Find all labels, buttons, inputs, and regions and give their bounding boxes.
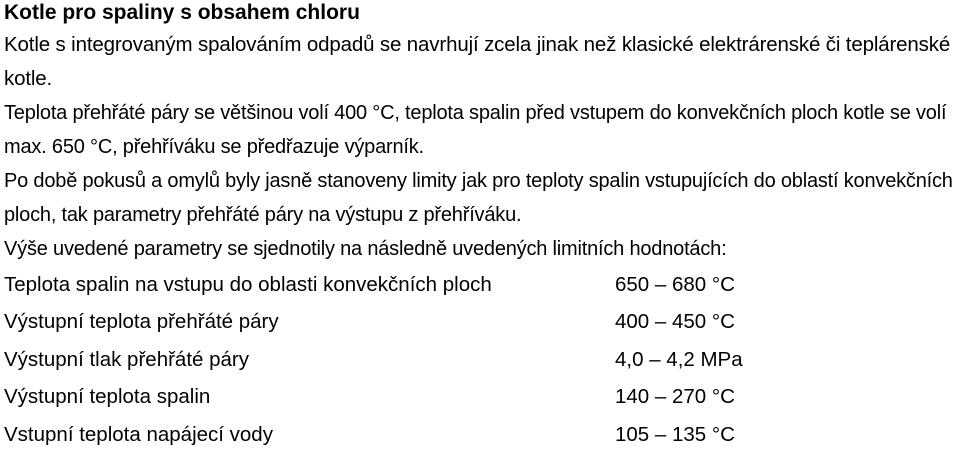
- parameter-row: [4, 341, 956, 379]
- document-page: [4, 0, 956, 454]
- parameter-value: 140 – 270 °C: [615, 385, 735, 409]
- parameter-label: Výstupní teplota přehřáté páry: [4, 310, 279, 334]
- parameter-row: [4, 416, 956, 454]
- parameter-row: [4, 304, 956, 342]
- parameter-label: Výstupní teplota spalin: [4, 385, 211, 409]
- paragraph-limits: Po době pokusů a omylů byly jasně stanoveny limity jak pro teploty spalin vstupujících do oblastí konvekčních ploch, tak parametry přehřáté páry na výstupu z přehříváku.: [4, 170, 953, 226]
- parameter-row: [4, 379, 956, 417]
- paragraph-summary: Výše uvedené parametry se sjednotily na následně uvedených limitních hodnotách:: [4, 238, 727, 260]
- parameter-list: [4, 266, 956, 454]
- parameter-value: 105 – 135 °C: [615, 422, 735, 446]
- parameter-label: Vstupní teplota napájecí vody: [4, 422, 273, 446]
- parameter-row: [4, 266, 956, 304]
- parameter-value: 4,0 – 4,2 MPa: [615, 347, 743, 371]
- parameter-value: 650 – 680 °C: [615, 272, 735, 296]
- paragraph-temperatures: Teplota přehřáté páry se většinou volí 400 °C, teplota spalin před vstupem do konvekčních ploch kotle se volí max. 650 °C, přehříváku se předřazuje výparník.: [4, 102, 947, 158]
- parameter-label: Výstupní tlak přehřáté páry: [4, 347, 249, 371]
- page-title: Kotle pro spaliny s obsahem chloru: [4, 1, 360, 24]
- paragraph-intro: Kotle s integrovaným spalováním odpadů se navrhují zcela jinak než klasické elektrárenské či teplárenské kotle.: [4, 33, 951, 90]
- parameter-label: Teplota spalin na vstupu do oblasti konvekčních ploch: [4, 272, 492, 296]
- parameter-value: 400 – 450 °C: [615, 310, 735, 334]
